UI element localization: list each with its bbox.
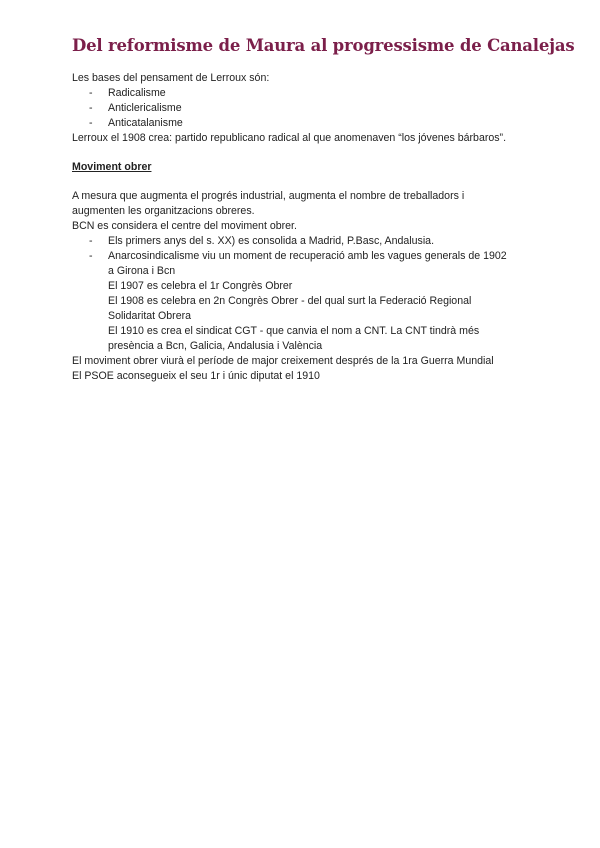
intro-bullet-anticatalanisme: Anticatalanisme [108,117,183,129]
sub-item-1908-line1: El 1908 es celebra en 2n Congrès Obrer - del qual surt la Federació Regional [108,295,472,307]
sub-item-1907: El 1907 es celebra el 1r Congrès Obrer [108,280,293,292]
closing-line-1: El moviment obrer viurà el període de major creixement després de la 1ra Guerra Mundial [72,355,494,367]
sub-item-1908-line2: Solidaritat Obrera [108,310,192,322]
document-title: Del reformisme de Maura al progressisme de Canalejas [72,36,575,55]
sub-item-1910-line2: presència a Bcn, Galicia, Andalusia i València [108,340,323,352]
section-heading: Moviment obrer [72,161,152,173]
bullet-marker: - [89,87,93,99]
bullet-marker: - [89,250,93,262]
section-paragraph-line2: augmenten les organitzacions obreres. [72,205,255,217]
intro-after: Lerroux el 1908 crea: partido republicano radical al que anomenaven “los jóvenes bárbaros”. [72,132,507,144]
intro-text: Les bases del pensament de Lerroux són: [72,72,270,84]
section-bullet-2-line2: a Girona i Bcn [108,265,176,277]
bullet-marker: - [89,117,93,129]
intro-bullet-radicalisme: Radicalisme [108,87,166,99]
section-bullet-1: Els primers anys del s. XX) es consolida a Madrid, P.Basc, Andalusia. [108,235,435,247]
section-bullet-2-line1: Anarcosindicalisme viu un moment de recuperació amb les vagues generals de 1902 [108,250,507,262]
sub-item-1910-line1: El 1910 es crea el sindicat CGT - que canvia el nom a CNT. La CNT tindrà més [108,325,480,337]
closing-line-2: El PSOE aconsegueix el seu 1r i únic diputat el 1910 [72,370,320,382]
section-paragraph-line1: A mesura que augmenta el progrés industrial, augmenta el nombre de treballadors i [72,190,465,202]
bcn-line: BCN es considera el centre del moviment obrer. [72,220,297,232]
bullet-marker: - [89,235,93,247]
bullet-marker: - [89,102,93,114]
intro-bullet-anticlericalisme: Anticlericalisme [108,102,182,114]
